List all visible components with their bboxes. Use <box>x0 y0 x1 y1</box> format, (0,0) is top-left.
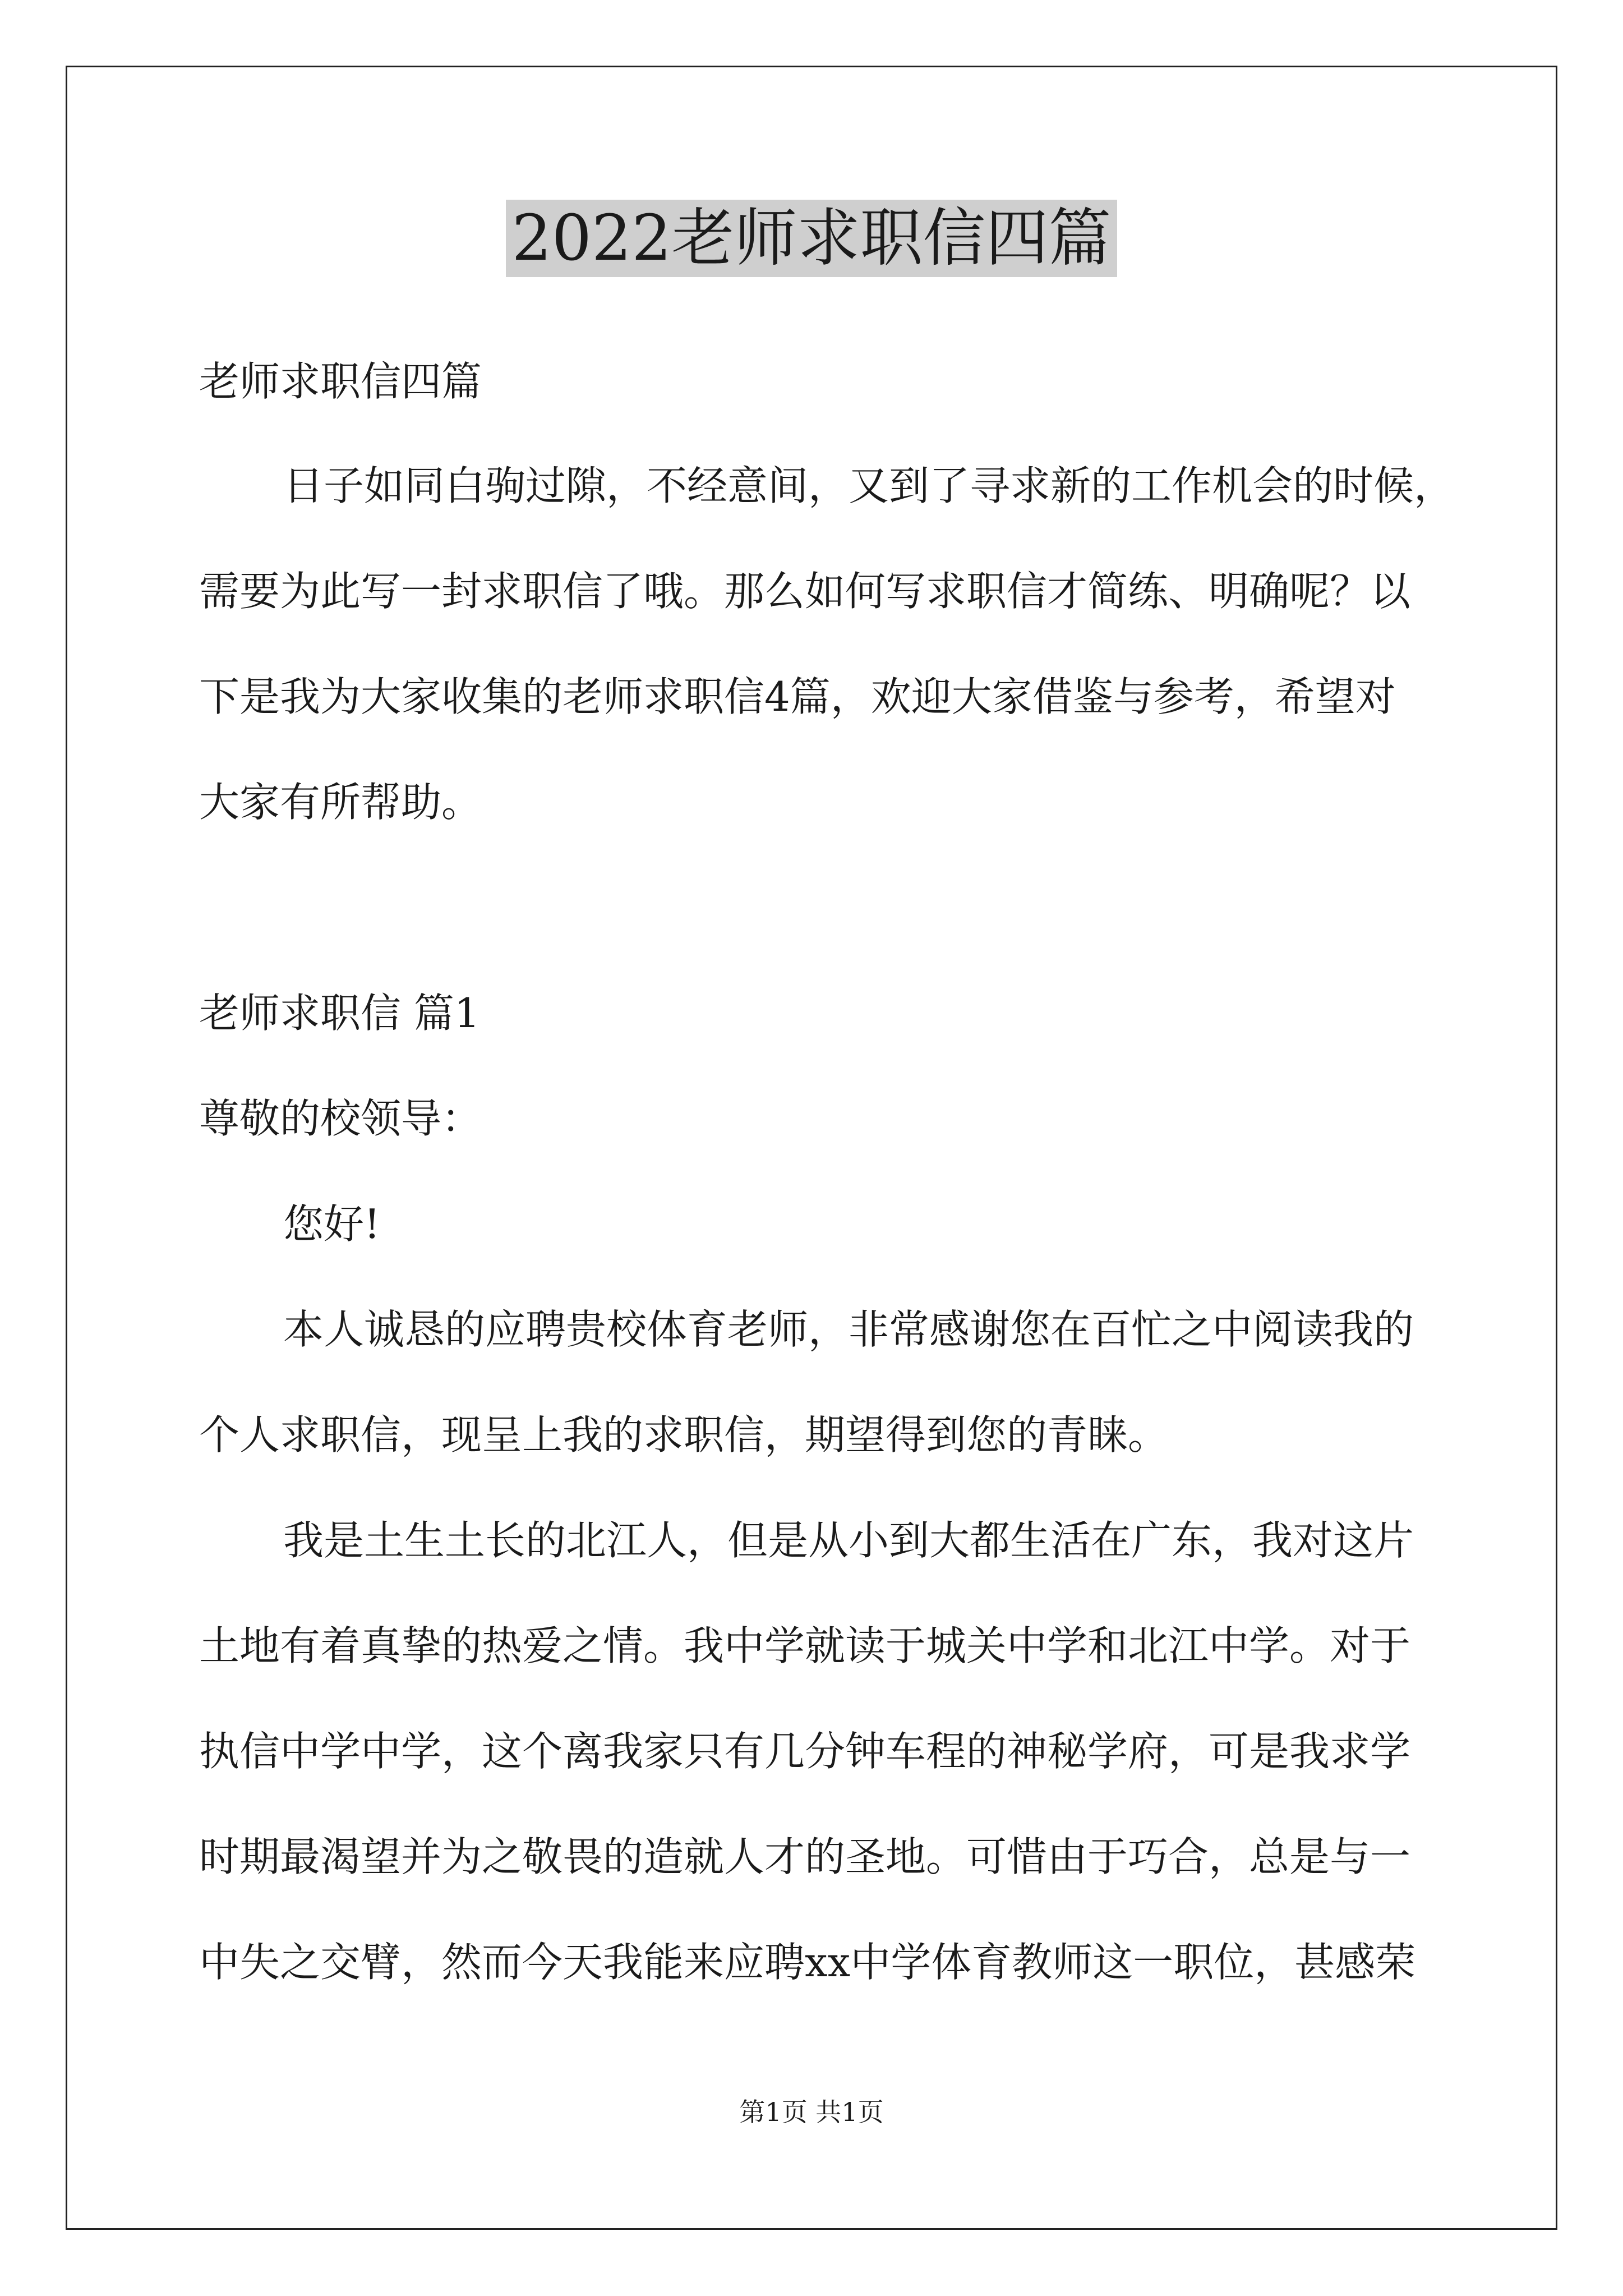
paragraph-line: 时期最渴望并为之敬畏的造就人才的圣地。可惜由于巧合，总是与一 <box>199 1833 1411 1880</box>
paragraph-line: 我是土生土长的北江人，但是从小到大都生活在广东，我对这片 <box>283 1517 1414 1564</box>
intro-line: 下是我为大家收集的老师求职信4篇，欢迎大家借鉴与参考，希望对 <box>199 673 1396 720</box>
paragraph-line: 土地有着真挚的热爱之情。我中学就读于城关中学和北江中学。对于 <box>199 1622 1411 1669</box>
paragraph-line: 本人诚恳的应聘贵校体育老师，非常感谢您在百忙之中阅读我的 <box>283 1306 1414 1353</box>
greeting: 您好! <box>283 1200 380 1248</box>
document-subtitle: 老师求职信四篇 <box>199 358 482 405</box>
page-number-footer: 第1页 共1页 <box>739 2097 884 2127</box>
intro-line: 需要为此写一封求职信了哦。那么如何写求职信才简练、明确呢？以 <box>199 568 1411 615</box>
document-title: 2022老师求职信四篇 <box>0 199 1623 278</box>
intro-line: 大家有所帮助。 <box>199 779 482 826</box>
paragraph-line: 中失之交臂，然而今天我能来应聘xx中学体育教师这一职位，甚感荣 <box>199 1939 1416 1986</box>
paragraph-line: 个人求职信，现呈上我的求职信，期望得到您的青睐。 <box>199 1411 1169 1458</box>
salutation: 尊敬的校领导： <box>199 1095 482 1142</box>
section-heading: 老师求职信 篇1 <box>199 990 480 1037</box>
paragraph-line: 执信中学中学，这个离我家只有几分钟车程的神秘学府，可是我求学 <box>199 1728 1411 1775</box>
intro-line: 日子如同白驹过隙，不经意间，又到了寻求新的工作机会的时候， <box>283 462 1455 509</box>
